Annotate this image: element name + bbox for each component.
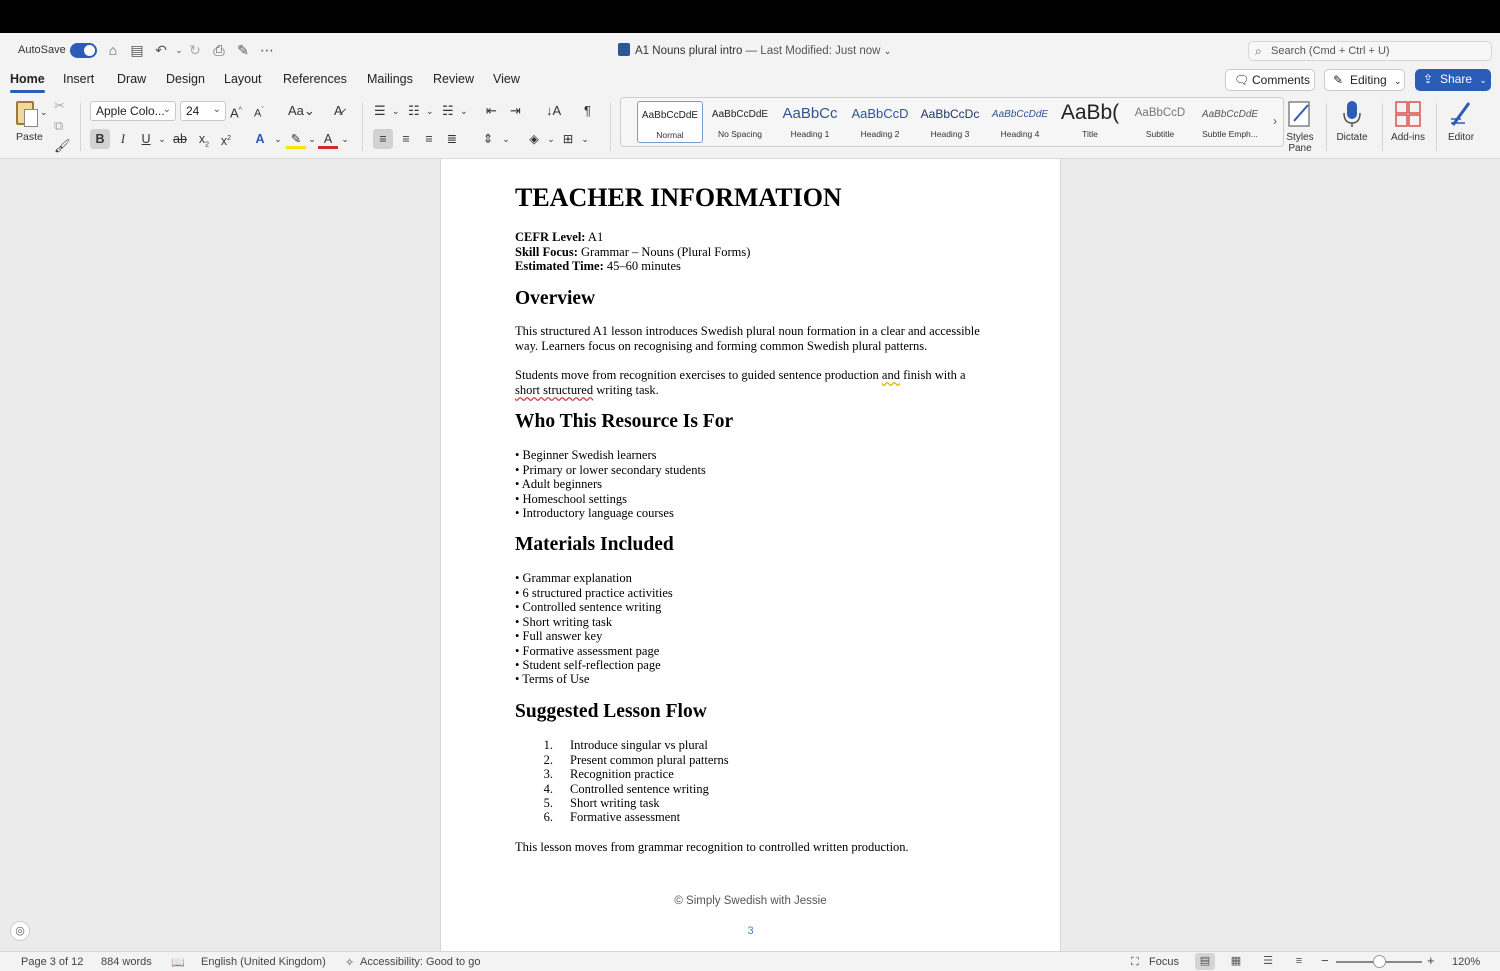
ribbon-divider bbox=[610, 103, 611, 151]
font-size-select[interactable] bbox=[180, 101, 226, 121]
meta-cefr-level bbox=[515, 230, 603, 245]
align-center-icon[interactable]: ≡ bbox=[402, 132, 410, 146]
item-number: 1. bbox=[543, 738, 553, 752]
style-preview: AaBbCcDdE bbox=[1201, 109, 1259, 120]
font-color-icon[interactable]: A bbox=[318, 129, 338, 149]
share-icon: ⇪ bbox=[1423, 72, 1434, 86]
list-item: • Formative assessment page bbox=[515, 644, 660, 658]
underline-icon[interactable]: U bbox=[141, 132, 151, 146]
list-item: • Primary or lower secondary students bbox=[515, 463, 706, 477]
list-item: • Full answer key bbox=[515, 629, 603, 643]
list-item: • Controlled sentence writing bbox=[515, 600, 662, 614]
title-bar bbox=[0, 33, 1500, 67]
list-item: • Short writing task bbox=[515, 615, 613, 629]
line-spacing-icon[interactable]: ⇕ bbox=[482, 132, 494, 146]
microphone-icon bbox=[1338, 99, 1366, 129]
highlight-dropdown-icon[interactable]: ⌄ bbox=[308, 134, 316, 144]
change-case-icon[interactable]: Aa⌄ bbox=[288, 103, 315, 118]
multilevel-list-icon[interactable]: ☵ bbox=[442, 103, 454, 118]
paste-icon[interactable] bbox=[13, 101, 39, 129]
share-label: Share bbox=[1440, 72, 1473, 86]
list-item: • Homeschool settings bbox=[515, 492, 628, 506]
accessibility-icon: ✧ bbox=[345, 957, 355, 969]
web-layout-view-icon[interactable]: ▦ bbox=[1230, 955, 1242, 967]
style-subtitle[interactable] bbox=[1127, 101, 1193, 143]
font-name-value: Apple Colo... bbox=[96, 104, 165, 118]
chevron-down-icon: ⌄ bbox=[1479, 75, 1487, 85]
item-text: Introduce singular vs plural bbox=[570, 738, 708, 752]
focus-mode-button[interactable]: Focus bbox=[1149, 956, 1179, 968]
chevron-down-icon: ⌄ bbox=[883, 46, 892, 56]
shading-icon[interactable]: ◈ bbox=[529, 132, 539, 146]
document-title[interactable] bbox=[618, 43, 891, 57]
tab-layout[interactable]: Layout bbox=[224, 72, 262, 86]
style-preview: AaBbCcDc bbox=[920, 107, 980, 121]
item-number: 4. bbox=[543, 782, 553, 796]
style-name: Subtle Emph... bbox=[1202, 129, 1258, 139]
overview-paragraph-line bbox=[515, 383, 659, 398]
page-count[interactable]: Page 3 of 12 bbox=[21, 956, 84, 968]
style-name: Title bbox=[1082, 129, 1098, 139]
borders-dropdown-icon[interactable]: ⌄ bbox=[581, 134, 589, 144]
save-icon[interactable]: ▤ bbox=[130, 42, 144, 58]
page-number: 3 bbox=[747, 925, 754, 937]
chevron-down-icon: ⌄ bbox=[162, 104, 171, 115]
tab-home[interactable]: Home bbox=[10, 72, 45, 86]
word-window bbox=[0, 33, 1500, 971]
zoom-level[interactable]: 120% bbox=[1452, 956, 1481, 968]
document-page[interactable] bbox=[440, 159, 1061, 951]
comments-label: Comments bbox=[1252, 73, 1311, 87]
draft-view-icon[interactable]: ≡ bbox=[1295, 955, 1303, 967]
style-title[interactable] bbox=[1057, 101, 1123, 143]
editor-button[interactable] bbox=[1433, 95, 1489, 157]
list-item: • Beginner Swedish learners bbox=[515, 448, 657, 462]
overview-paragraph-line: This structured A1 lesson introduces Swedish plural noun formation in a clear and accessible bbox=[515, 324, 980, 338]
numbering-icon[interactable]: ☷ bbox=[408, 103, 420, 118]
meta-label: CEFR Level: bbox=[515, 230, 586, 244]
home-ribbon bbox=[0, 95, 1500, 159]
numbered-item bbox=[533, 753, 729, 768]
item-text: Short writing task bbox=[570, 796, 660, 810]
document-name: A1 Nouns plural intro bbox=[635, 45, 743, 57]
style-preview: AaBbCcDdE bbox=[641, 110, 699, 121]
share-button[interactable] bbox=[1415, 69, 1491, 91]
numbered-item bbox=[533, 810, 680, 825]
meta-value: Grammar – Nouns (Plural Forms) bbox=[577, 245, 751, 259]
sort-icon[interactable]: ↓A bbox=[546, 103, 562, 118]
meta-label: Estimated Time: bbox=[515, 259, 604, 273]
status-bar bbox=[0, 951, 1500, 971]
tab-draw[interactable]: Draw bbox=[117, 72, 147, 86]
font-size-value: 24 bbox=[186, 104, 200, 118]
item-number: 6. bbox=[543, 810, 553, 824]
text-run: Students move from recognition exercises to guided sentence production bbox=[515, 368, 882, 382]
document-title-heading: TEACHER INFORMATION bbox=[515, 183, 842, 212]
add-ins-icon bbox=[1394, 99, 1422, 129]
editing-mode-button[interactable] bbox=[1324, 69, 1405, 91]
font-name-select[interactable] bbox=[90, 101, 176, 121]
styles-gallery bbox=[620, 97, 1284, 147]
comment-icon: 🗨 bbox=[1234, 73, 1250, 87]
focus-icon: ⛶ bbox=[1131, 956, 1139, 968]
numbered-item bbox=[533, 767, 674, 782]
style-heading-4[interactable] bbox=[987, 101, 1053, 143]
style-name: Heading 1 bbox=[790, 129, 830, 139]
shrink-font-icon[interactable]: $A^ˇ$ bbox=[254, 107, 264, 120]
overview-paragraph-line: way. Learners focus on recognising and forming common Swedish plural patterns. bbox=[515, 339, 928, 353]
chevron-down-icon: ⌄ bbox=[212, 104, 221, 115]
multilevel-dropdown-icon[interactable]: ⌄ bbox=[460, 106, 468, 116]
list-item: • Student self-reflection page bbox=[515, 658, 661, 672]
styles-pane-label: Styles Pane bbox=[1286, 132, 1314, 154]
line-spacing-dropdown-icon[interactable]: ⌄ bbox=[502, 134, 510, 144]
item-text: Controlled sentence writing bbox=[570, 782, 709, 796]
list-item: • Terms of Use bbox=[515, 672, 590, 686]
ribbon-tabs bbox=[0, 67, 1500, 95]
accessibility-status[interactable]: Accessibility: Good to go bbox=[360, 956, 481, 968]
style-preview: AaBbCcD bbox=[1134, 107, 1186, 119]
edit-doc-icon[interactable]: ✎ bbox=[237, 42, 249, 58]
paste-dropdown-icon[interactable]: ⌄ bbox=[40, 107, 48, 117]
numbered-item bbox=[533, 782, 709, 797]
show-formatting-icon[interactable]: ¶ bbox=[584, 103, 591, 118]
style-name: Heading 2 bbox=[860, 129, 900, 139]
numbered-item bbox=[533, 796, 660, 811]
autosave-label: AutoSave bbox=[18, 44, 66, 56]
styles-pane-button[interactable] bbox=[1272, 95, 1328, 157]
autosave-toggle[interactable] bbox=[70, 43, 97, 58]
item-number: 5. bbox=[543, 796, 553, 810]
decrease-indent-icon[interactable]: ⇤ bbox=[486, 103, 497, 118]
bullets-icon[interactable]: ☰ bbox=[374, 103, 386, 118]
clear-formatting-icon[interactable]: A̷ bbox=[334, 103, 343, 118]
overview-paragraph-line bbox=[515, 368, 966, 383]
last-modified: — Last Modified: Just now bbox=[745, 45, 881, 57]
list-item: • Adult beginners bbox=[515, 477, 603, 491]
meta-value: A1 bbox=[585, 230, 604, 244]
paste-label[interactable]: Paste bbox=[16, 131, 43, 143]
style-normal[interactable] bbox=[637, 101, 703, 143]
style-name: No Spacing bbox=[718, 129, 762, 139]
spelling-flag[interactable]: short structured bbox=[515, 383, 594, 397]
align-right-icon[interactable]: ≡ bbox=[425, 132, 433, 146]
increase-indent-icon[interactable]: ⇥ bbox=[510, 103, 521, 118]
style-preview: AaBb( bbox=[1060, 101, 1120, 124]
text-effects-icon[interactable]: A bbox=[255, 132, 265, 146]
materials-heading: Materials Included bbox=[515, 534, 674, 555]
language-indicator[interactable]: English (United Kingdom) bbox=[201, 956, 326, 968]
tab-mailings[interactable]: Mailings bbox=[367, 72, 413, 86]
list-item: • Introductory language courses bbox=[515, 506, 674, 520]
cut-icon[interactable]: ✂ bbox=[54, 98, 65, 113]
chevron-down-icon: ⌄ bbox=[1394, 76, 1402, 86]
style-preview: AaBbCc bbox=[782, 105, 838, 122]
print-icon[interactable]: ⎙ bbox=[213, 42, 225, 58]
undo-dropdown-icon[interactable]: ⌄ bbox=[175, 45, 183, 55]
item-text: Recognition practice bbox=[570, 767, 674, 781]
fingerprint-icon[interactable]: ◎ bbox=[10, 921, 30, 941]
meta-skill-focus bbox=[515, 245, 750, 260]
copy-icon[interactable]: ⧉ bbox=[54, 118, 64, 133]
bold-icon[interactable]: B bbox=[90, 129, 110, 149]
ribbon-divider bbox=[362, 103, 363, 151]
style-preview: AaBbCcDdE bbox=[711, 109, 769, 120]
bullets-dropdown-icon[interactable]: ⌄ bbox=[392, 106, 400, 116]
search-icon: ⌕ bbox=[1255, 44, 1262, 58]
item-text: Formative assessment bbox=[570, 810, 681, 824]
justify-icon[interactable]: ≣ bbox=[446, 132, 458, 146]
shading-dropdown-icon[interactable]: ⌄ bbox=[547, 134, 555, 144]
outline-view-icon[interactable]: ☰ bbox=[1263, 955, 1273, 967]
highlight-icon[interactable]: ✎ bbox=[286, 129, 306, 149]
style-heading-1[interactable] bbox=[777, 101, 843, 143]
text-effects-dropdown-icon[interactable]: ⌄ bbox=[274, 134, 282, 144]
print-layout-view-icon[interactable]: ▤ bbox=[1195, 953, 1215, 970]
style-name: Heading 3 bbox=[930, 129, 970, 139]
strikethrough-icon[interactable]: ab bbox=[173, 132, 187, 146]
style-subtle-emphasis[interactable] bbox=[1197, 101, 1263, 143]
proofing-icon[interactable]: 📖 bbox=[171, 957, 185, 969]
tab-insert[interactable]: Insert bbox=[63, 72, 95, 86]
style-heading-2[interactable] bbox=[847, 101, 913, 143]
superscript-icon[interactable]: $x^2$ bbox=[220, 134, 232, 149]
style-name: Subtitle bbox=[1145, 129, 1175, 139]
style-preview: AaBbCcD bbox=[851, 106, 909, 121]
text-run: finish with a bbox=[899, 368, 966, 382]
numbered-item bbox=[533, 738, 708, 753]
lesson-flow-heading: Suggested Lesson Flow bbox=[515, 701, 707, 722]
italic-icon[interactable]: I bbox=[120, 132, 126, 146]
closing-paragraph: This lesson moves from grammar recognition to controlled written production. bbox=[515, 840, 909, 854]
item-number: 2. bbox=[543, 753, 553, 767]
ribbon-divider bbox=[80, 103, 81, 151]
search-placeholder: Search (Cmd + Ctrl + U) bbox=[1271, 45, 1390, 57]
editor-pen-icon bbox=[1447, 99, 1475, 129]
tab-review[interactable]: Review bbox=[433, 72, 474, 86]
style-name: Normal bbox=[656, 130, 684, 140]
word-doc-icon bbox=[618, 43, 630, 56]
meta-estimated-time bbox=[515, 259, 681, 274]
editing-label: Editing bbox=[1350, 73, 1387, 87]
dictate-button[interactable] bbox=[1324, 95, 1380, 157]
subscript-icon[interactable]: $x_2$ bbox=[198, 132, 210, 149]
zoom-in-icon[interactable]: + bbox=[1427, 953, 1435, 968]
meta-value: 45–60 minutes bbox=[603, 259, 681, 273]
item-text: Present common plural patterns bbox=[570, 753, 729, 767]
style-no-spacing[interactable] bbox=[707, 101, 773, 143]
word-count[interactable]: 884 words bbox=[101, 956, 152, 968]
more-icon[interactable]: ⋯ bbox=[260, 42, 274, 58]
style-preview: AaBbCcDdE bbox=[991, 109, 1049, 120]
grammar-flag[interactable]: and bbox=[881, 368, 900, 382]
dictate-label: Dictate bbox=[1336, 132, 1368, 143]
add-ins-button[interactable] bbox=[1380, 95, 1436, 157]
list-item: • Grammar explanation bbox=[515, 571, 632, 585]
who-heading: Who This Resource Is For bbox=[515, 411, 734, 432]
styles-pane-icon bbox=[1286, 99, 1314, 129]
borders-icon[interactable]: ⊞ bbox=[562, 132, 574, 146]
text-run: writing task. bbox=[593, 383, 659, 397]
home-icon[interactable]: ⌂ bbox=[108, 42, 118, 58]
meta-label: Skill Focus: bbox=[515, 245, 578, 259]
grow-font-icon[interactable]: A^ bbox=[230, 105, 242, 121]
list-item: • 6 structured practice activities bbox=[515, 586, 673, 600]
add-ins-label: Add-ins bbox=[1391, 132, 1425, 143]
overview-heading: Overview bbox=[515, 288, 596, 309]
tab-design[interactable]: Design bbox=[166, 72, 205, 86]
tab-view[interactable]: View bbox=[493, 72, 520, 86]
editor-label: Editor bbox=[1447, 132, 1475, 143]
style-name: Heading 4 bbox=[1000, 129, 1040, 139]
item-number: 3. bbox=[543, 767, 553, 781]
underline-dropdown-icon[interactable]: ⌄ bbox=[158, 134, 166, 144]
redo-icon[interactable]: ↻ bbox=[189, 42, 201, 58]
undo-icon[interactable]: ↶ bbox=[155, 42, 167, 58]
zoom-slider-thumb[interactable] bbox=[1373, 955, 1386, 968]
chevron-right-icon[interactable]: › bbox=[1273, 114, 1277, 128]
search-box[interactable] bbox=[1248, 41, 1492, 61]
pencil-icon: ✎ bbox=[1333, 73, 1344, 87]
numbering-dropdown-icon[interactable]: ⌄ bbox=[426, 106, 434, 116]
align-left-icon[interactable]: ≡ bbox=[373, 129, 393, 149]
zoom-out-icon[interactable]: − bbox=[1321, 953, 1329, 968]
tab-references[interactable]: References bbox=[283, 72, 347, 86]
font-color-dropdown-icon[interactable]: ⌄ bbox=[341, 134, 349, 144]
comments-button[interactable] bbox=[1225, 69, 1315, 91]
style-heading-3[interactable] bbox=[917, 101, 983, 143]
format-painter-icon[interactable]: 🖌 bbox=[54, 138, 71, 153]
page-footer: © Simply Swedish with Jessie bbox=[674, 895, 827, 907]
